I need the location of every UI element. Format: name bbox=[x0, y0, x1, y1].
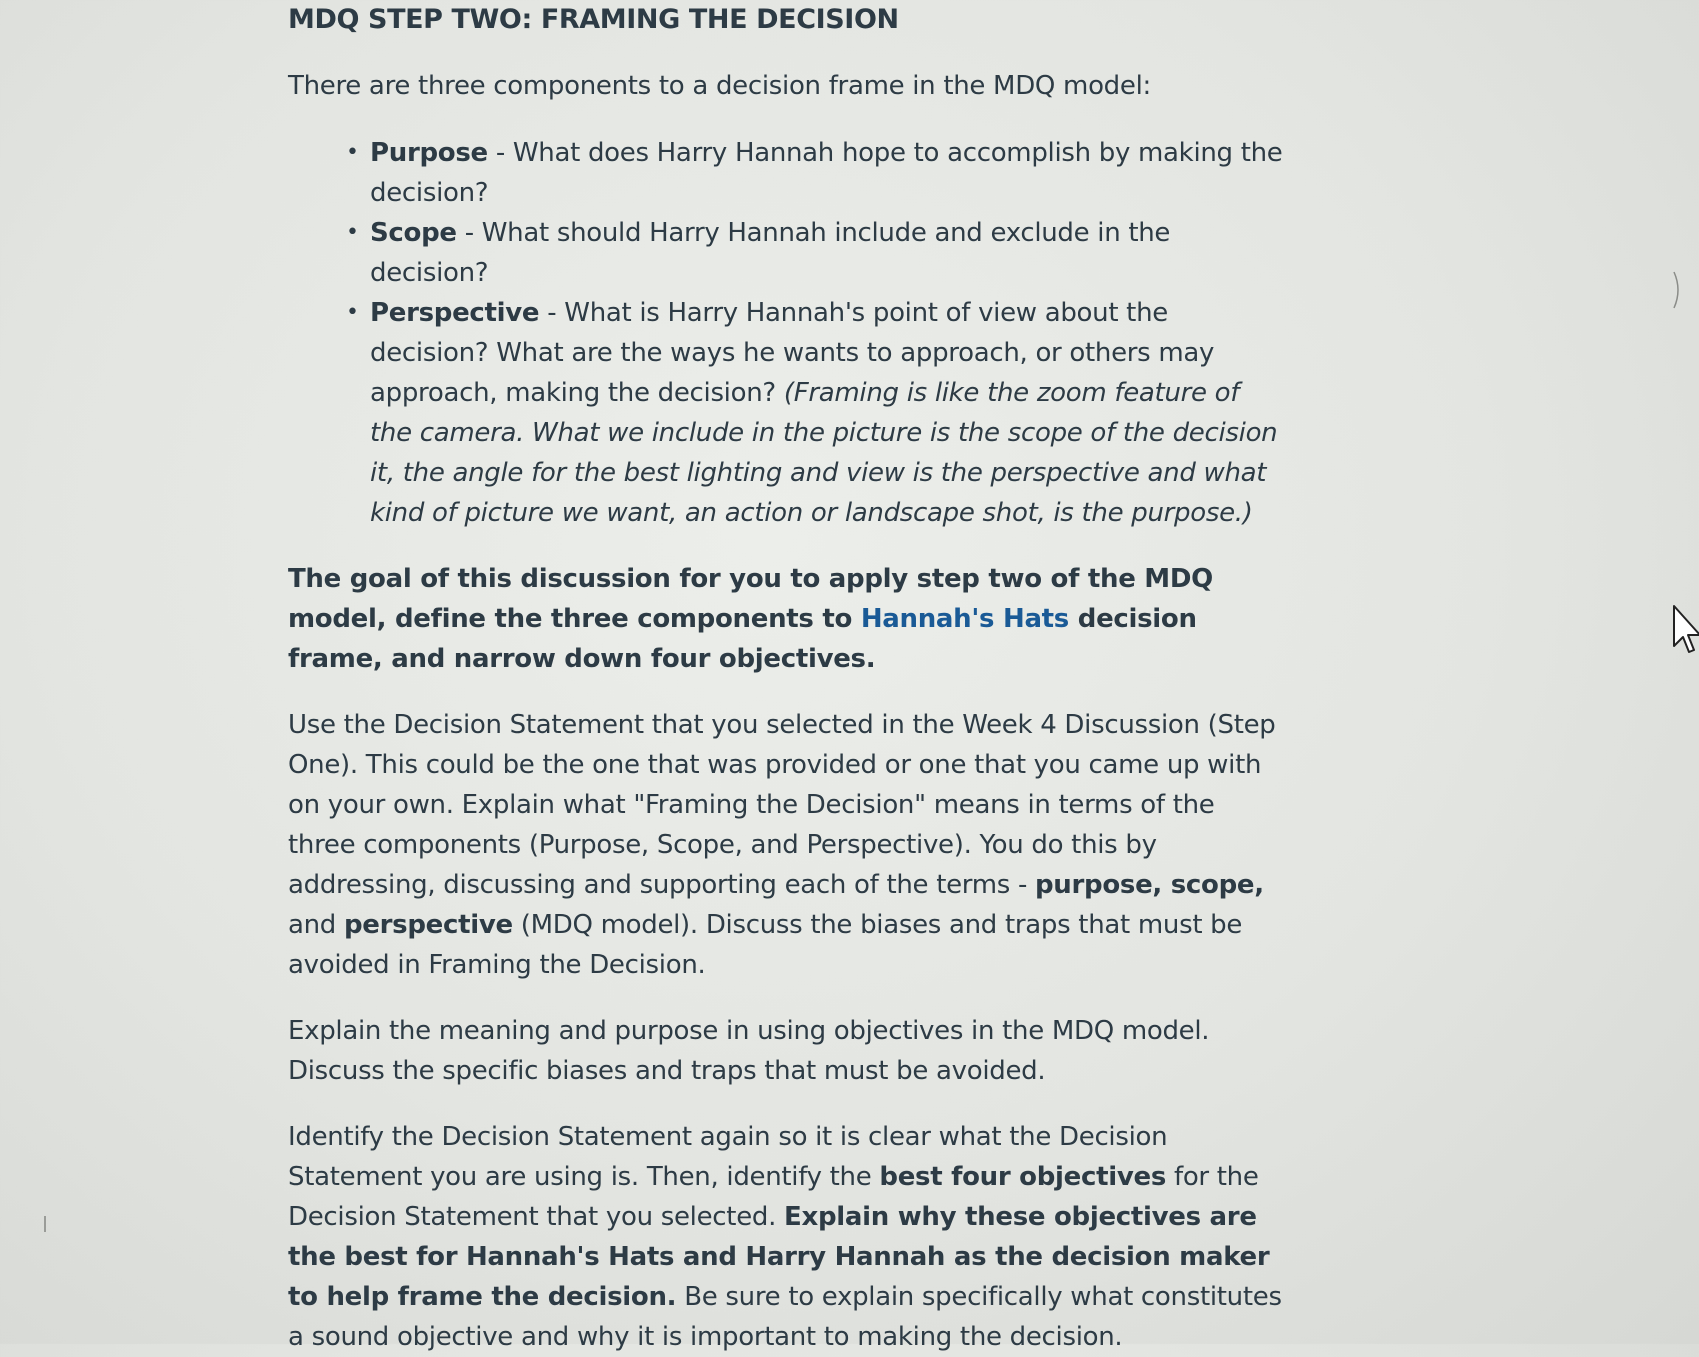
decision-bold-2: perspective bbox=[343, 910, 513, 940]
goal-text-before: The goal of this discussion for you to apply step two of the MDQ model, define the three components to bbox=[288, 564, 1213, 634]
camera-analogy: (Framing is like the zoom feature of the camera. What we include in the picture is the scope of the decision it, the angle for the best lighting and view is the perspective and what kind of picture we want, an action or landscape shot, is the purpose.) bbox=[370, 378, 1278, 528]
objectives-paragraph: Explain the meaning and purpose in using objectives in the MDQ model. Discuss the specific biases and traps that must be avoided. bbox=[288, 1016, 1210, 1086]
identify-paragraph bbox=[288, 1117, 1288, 1357]
decision-text-3: (MDQ model). Discuss the biases and traps that must be avoided in Framing the Decision. bbox=[288, 910, 1243, 980]
identify-text-2: for the Decision Statement that you selected. bbox=[288, 1162, 1259, 1232]
mouse-pointer-icon bbox=[1672, 604, 1699, 654]
scope-description: - What should Harry Hannah include and exclude in the decision? bbox=[370, 218, 1171, 288]
bullet-icon: • bbox=[346, 300, 359, 325]
list-item-perspective bbox=[346, 293, 1288, 533]
decision-text-1: Use the Decision Statement that you selected in the Week 4 Discussion (Step One). This could be the one that was provided or one that you came up with on your own. Explain what "Framing the Decision" means in terms of the three components (Purpose, Scope, and Perspective). You do this by addressing, discussing and supporting each of the terms - bbox=[288, 710, 1276, 900]
perspective-description: - What is Harry Hannah's point of view about the decision? What are the ways he wants to approach, or others may approach, making the decision? bbox=[370, 298, 1215, 408]
bullet-icon: • bbox=[346, 220, 359, 245]
decision-statement-paragraph bbox=[288, 705, 1288, 985]
decision-text-2: and bbox=[288, 910, 344, 940]
identify-bold-2: Explain why these objectives are the best for Hannah's Hats and Harry Hannah as the decision maker to help frame the decision. bbox=[288, 1202, 1270, 1312]
term-scope: Scope bbox=[370, 218, 457, 248]
term-purpose: Purpose bbox=[370, 138, 488, 168]
term-perspective: Perspective bbox=[370, 298, 540, 328]
goal-paragraph bbox=[288, 559, 1288, 679]
text-cursor-mark bbox=[44, 1216, 46, 1232]
list-item-purpose bbox=[346, 133, 1288, 213]
identify-text-3: Be sure to explain specifically what constitutes a sound objective and why it is important to making the decision. bbox=[288, 1282, 1282, 1352]
hannahs-hats-link[interactable]: Hannah's Hats bbox=[860, 604, 1069, 634]
decision-bold-1: purpose, scope, bbox=[1035, 870, 1264, 900]
bracket-mark-icon bbox=[1672, 270, 1684, 310]
bullet-icon: • bbox=[346, 140, 359, 165]
components-list bbox=[288, 133, 1288, 533]
intro-text: There are three components to a decision frame in the MDQ model: bbox=[288, 71, 1151, 101]
assignment-content bbox=[288, 0, 1288, 1357]
identify-text-1: Identify the Decision Statement again so it is clear what the Decision Statement you are using is. Then, identify the bbox=[288, 1122, 1168, 1192]
page-title: MDQ STEP TWO: FRAMING THE DECISION bbox=[288, 4, 899, 35]
identify-bold-1: best four objectives bbox=[879, 1162, 1166, 1192]
list-item-scope bbox=[346, 213, 1288, 293]
purpose-description: - What does Harry Hannah hope to accomplish by making the decision? bbox=[370, 138, 1283, 208]
goal-text-after: decision frame, and narrow down four objectives. bbox=[288, 604, 1197, 674]
